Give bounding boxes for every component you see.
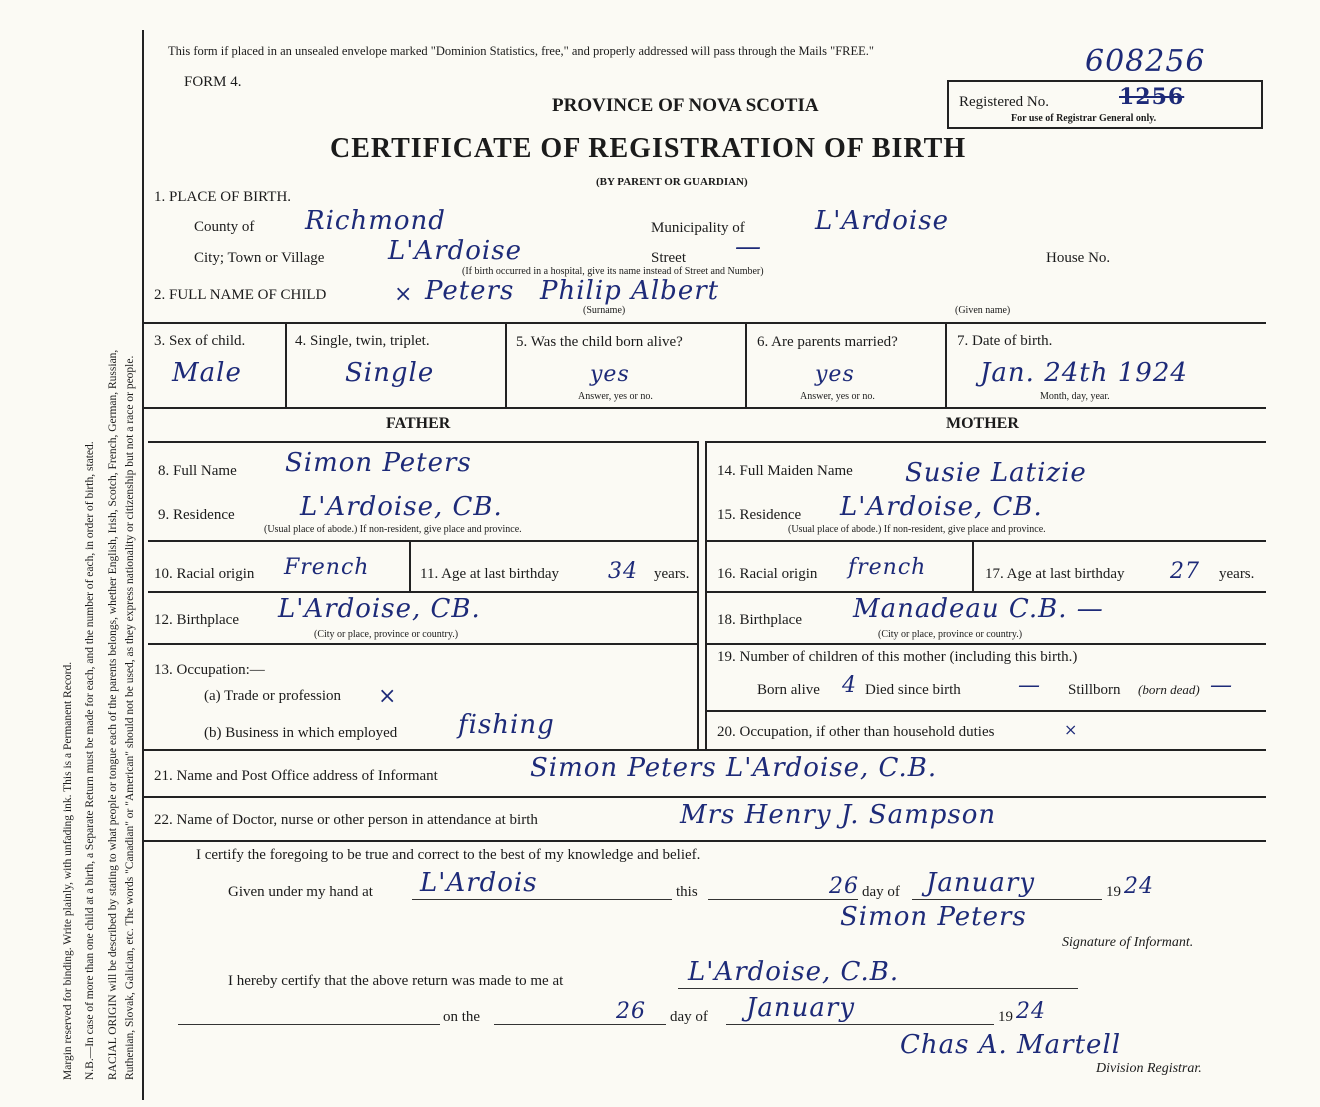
informant-signature: Simon Peters [840, 902, 1027, 932]
margin-note-racial-origin-cont: Ruthenian, Slovak, Galician, etc. The words "Canadian" or "American" should not be used, as they express nationality or citizenship but not a race or people. [124, 355, 136, 1080]
mother-name-label: 14. Full Maiden Name [717, 463, 853, 479]
fill-line-given-month [912, 899, 1102, 900]
dob-caption: Month, day, year. [1040, 391, 1110, 402]
dob-value: Jan. 24th 1924 [980, 358, 1188, 388]
surname-caption: (Surname) [583, 305, 626, 316]
row3-divider-1 [285, 322, 287, 407]
fill-line-registrar-day [494, 1024, 666, 1025]
given-under-place: L'Ardois [420, 868, 538, 898]
handwritten-number: 608256 [1085, 44, 1206, 79]
row3-divider-4 [945, 322, 947, 407]
place-of-birth-label: 1. PLACE OF BIRTH. [154, 189, 292, 205]
registrar-note: For use of Registrar General only. [1011, 113, 1157, 124]
given-under-this: this [676, 884, 698, 900]
children-count-label: 19. Number of children of this mother (including this birth.) [717, 649, 1078, 665]
mother-occupation-label: 20. Occupation, if other than household duties [717, 724, 995, 740]
father-abode-caption: (Usual place of abode.) If non-resident, give place and province. [264, 524, 522, 535]
mother-occupation-value: × [1064, 720, 1079, 739]
sex-value: Male [172, 358, 242, 388]
father-racial-label: 10. Racial origin [154, 566, 255, 582]
mother-name-value: Susie Latizie [905, 458, 1087, 488]
fm-rule-7 [143, 796, 1266, 798]
child-name-mark: × [394, 282, 414, 307]
mail-notice: This form if placed in an unsealed envelope marked "Dominion Statistics, free," and properly addressed will pass through the Mails "FREE." [168, 44, 875, 58]
fill-line-registrar-on [178, 1024, 440, 1025]
fill-line-given-day [708, 899, 858, 900]
given-under-month: January [926, 868, 1036, 898]
house-number-label: House No. [1046, 250, 1111, 266]
row3-top-line [143, 322, 1266, 324]
mother-heading: MOTHER [946, 415, 1019, 432]
father-birthplace-value: L'Ardoise, CB. [278, 594, 481, 624]
left-border [142, 30, 144, 1100]
died-since-birth-value: — [1018, 673, 1041, 698]
born-alive-label: 5. Was the child born alive? [516, 334, 683, 350]
attendant-value: Mrs Henry J. Sampson [680, 800, 997, 830]
stillborn-label: Stillborn [1068, 682, 1121, 698]
fm-rule-1b [706, 441, 1266, 443]
registrar-cert-place: L'Ardoise, C.B. [688, 957, 900, 987]
municipality-value: L'Ardoise [815, 206, 949, 236]
registrar-cert-label: I hereby certify that the above return was made to me at [228, 973, 564, 989]
fm-rule-4 [148, 643, 698, 645]
father-heading: FATHER [386, 415, 451, 432]
racial-age-divider-f [409, 541, 411, 591]
trade-value: × [378, 684, 398, 709]
given-name-caption: (Given name) [955, 305, 1011, 316]
father-birthplace-label: 12. Birthplace [154, 612, 239, 628]
fm-rule-4b [706, 643, 1266, 645]
registered-value: 1256 [1119, 84, 1185, 110]
mother-birthplace-value: Manadeau C.B. — [853, 594, 1104, 624]
row3-bottom-line [143, 407, 1266, 409]
sex-label: 3. Sex of child. [154, 333, 246, 349]
certificate-title: CERTIFICATE OF REGISTRATION OF BIRTH [330, 133, 967, 164]
form-number: FORM 4. [184, 74, 242, 90]
registrar-month: January [746, 993, 856, 1023]
business-label: (b) Business in which employed [204, 725, 398, 741]
city-label: City; Town or Village [194, 250, 325, 266]
occupation-label: 13. Occupation:— [154, 662, 265, 678]
plurality-label: 4. Single, twin, triplet. [295, 333, 430, 349]
child-given-name: Philip Albert [540, 276, 720, 306]
fm-rule-8 [143, 840, 1266, 842]
informant-value: Simon Peters L'Ardoise, C.B. [530, 753, 938, 783]
attendant-label: 22. Name of Doctor, nurse or other person in attendance at birth [154, 812, 538, 828]
child-name-label: 2. FULL NAME OF CHILD [154, 287, 327, 303]
fm-rule-2b [706, 540, 1266, 542]
mother-age-value: 27 [1170, 559, 1200, 584]
registered-label: Registered No. [959, 94, 1049, 110]
married-value: yes [815, 362, 855, 387]
margin-note-racial-origin: RACIAL ORIGIN will be described by stating to what people or tongue each of the parents belongs, whether English, Irish, Scotch, French, German, Russian, [107, 349, 119, 1080]
business-value: fishing [458, 710, 555, 740]
mother-city-caption: (City or place, province or country.) [878, 629, 1023, 640]
fm-rule-3 [148, 591, 698, 593]
father-age-years: years. [654, 566, 690, 582]
father-racial-value: French [284, 555, 370, 580]
father-age-label: 11. Age at last birthday [420, 566, 559, 582]
informant-label: 21. Name and Post Office address of Informant [154, 768, 438, 784]
registrar-year-prefix: 19 [998, 1009, 1013, 1025]
fm-rule-6 [143, 749, 1266, 751]
fm-rule-1 [148, 441, 698, 443]
registrar-day: 26 [616, 999, 646, 1024]
informant-signature-label: Signature of Informant. [1062, 935, 1194, 950]
fm-rule-5b [706, 710, 1266, 712]
mother-age-label: 17. Age at last birthday [985, 566, 1125, 582]
fill-line-given-place [412, 899, 672, 900]
father-age-value: 34 [608, 559, 638, 584]
certify-statement: I certify the foregoing to be true and correct to the best of my knowledge and belief. [196, 847, 701, 863]
mother-abode-caption: (Usual place of abode.) If non-resident, give place and province. [788, 524, 1046, 535]
row3-divider-3 [745, 322, 747, 407]
plurality-value: Single [345, 358, 435, 388]
registrar-signature-label: Division Registrar. [1096, 1061, 1202, 1076]
died-since-birth-label: Died since birth [865, 682, 961, 698]
married-caption: Answer, yes or no. [800, 391, 875, 402]
born-alive-count: 4 [842, 673, 857, 698]
fill-line-registrar-place [678, 988, 1078, 989]
born-alive-value: yes [590, 362, 630, 387]
fill-line-registrar-month [726, 1024, 994, 1025]
mother-racial-label: 16. Racial origin [717, 566, 818, 582]
father-city-caption: (City or place, province or country.) [314, 629, 459, 640]
registrar-day-of: day of [670, 1009, 708, 1025]
given-under-label: Given under my hand at [228, 884, 373, 900]
racial-age-divider-m [972, 541, 974, 591]
registrar-on-the: on the [443, 1009, 481, 1025]
trade-label: (a) Trade or profession [204, 688, 342, 704]
father-residence-value: L'Ardoise, CB. [300, 492, 503, 522]
stillborn-note: (born dead) [1138, 682, 1200, 697]
fm-rule-2 [148, 540, 698, 542]
fm-rule-3b [706, 591, 1266, 593]
county-label: County of [194, 219, 255, 235]
municipality-label: Municipality of [651, 220, 745, 236]
center-divider-right [705, 441, 707, 749]
registrar-year: 24 [1016, 999, 1046, 1024]
given-under-year: 24 [1124, 874, 1154, 899]
mother-residence-label: 15. Residence [717, 507, 802, 523]
mother-racial-value: french [848, 555, 927, 580]
given-under-day: 26 [829, 874, 859, 899]
dob-label: 7. Date of birth. [957, 333, 1053, 349]
hospital-note: (If birth occurred in a hospital, give its name instead of Street and Number) [462, 266, 764, 277]
street-label: Street [651, 250, 686, 266]
born-alive-count-label: Born alive [757, 682, 820, 698]
mother-age-years: years. [1219, 566, 1255, 582]
given-under-year-prefix: 19 [1106, 884, 1121, 900]
certificate-subtitle: (BY PARENT OR GUARDIAN) [596, 176, 748, 188]
row3-divider-2 [505, 322, 507, 407]
center-divider-left [697, 441, 699, 749]
child-surname: Peters [425, 276, 515, 306]
stillborn-value: — [1210, 673, 1233, 698]
registered-box [947, 80, 1263, 129]
registrar-signature: Chas A. Martell [900, 1030, 1122, 1060]
province-heading: PROVINCE OF NOVA SCOTIA [552, 95, 819, 116]
married-label: 6. Are parents married? [757, 334, 898, 350]
city-value: L'Ardoise [388, 236, 522, 266]
county-value: Richmond [305, 206, 446, 236]
margin-note-multiple-births: N.B.—In case of more than one child at a birth, a Separate Return must be made for each, and the number of each, in order of birth, stated. [84, 441, 96, 1080]
father-name-value: Simon Peters [285, 448, 472, 478]
mother-residence-value: L'Ardoise, CB. [840, 492, 1043, 522]
given-under-day-of: day of [862, 884, 900, 900]
born-alive-caption: Answer, yes or no. [578, 391, 653, 402]
margin-note-binding: Margin reserved for binding. Write plainly, with unfading ink. This is a Permanent Record. [62, 661, 74, 1080]
father-residence-label: 9. Residence [158, 507, 235, 523]
mother-birthplace-label: 18. Birthplace [717, 612, 802, 628]
father-name-label: 8. Full Name [158, 463, 237, 479]
street-value: — [735, 232, 762, 262]
